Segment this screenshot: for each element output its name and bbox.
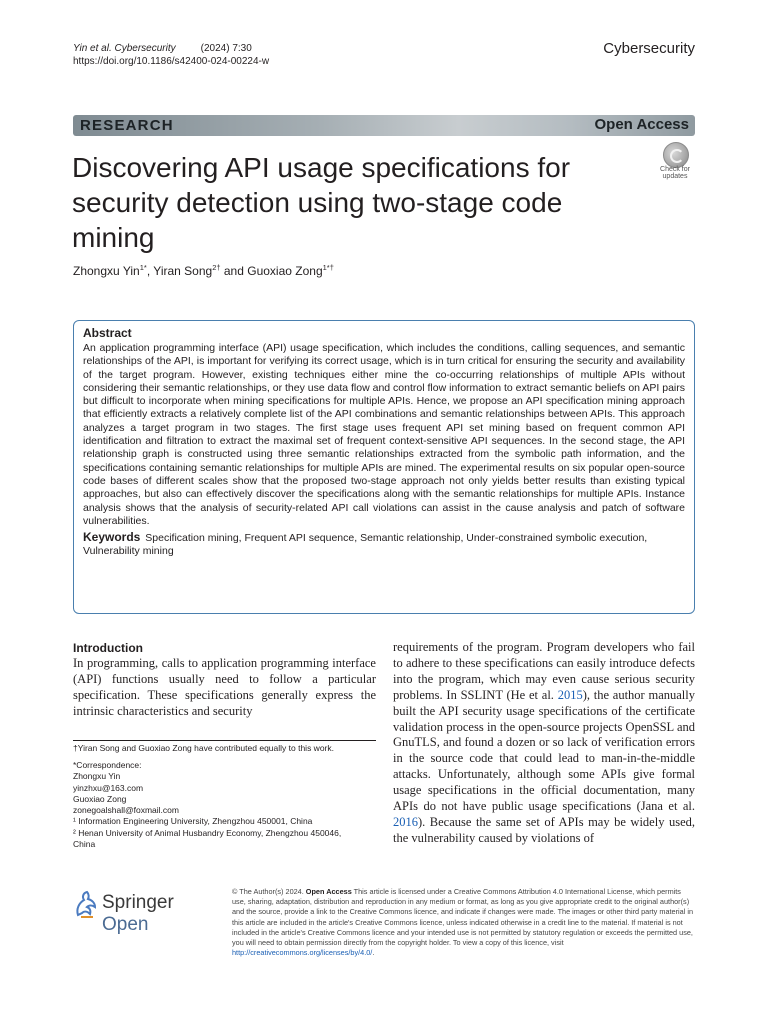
footnote-divider <box>73 740 376 741</box>
footnote-affiliation: ¹ Information Engineering University, Zhengzhou 450001, China <box>73 816 313 827</box>
abstract-box <box>73 320 695 614</box>
journal-volume: (2024) 7:30 <box>200 43 252 54</box>
article-title: Discovering API usage specifications for security detection using two-stage code mining <box>72 152 571 253</box>
keywords <box>83 531 685 559</box>
footnote-line: *Correspondence: <box>73 760 142 770</box>
footnote-line: Zhongxu Yin <box>73 771 121 782</box>
abstract-heading: Abstract <box>83 326 132 340</box>
keywords-text: Specification mining, Frequent API sequence, Semantic relationship, Under-constrained symbolic execution, Vulnerability mining <box>83 532 648 558</box>
intro-paragraph-right: requirements of the program. Program developers who fail to adhere to these specifications can easily introduce defects into the program, which may even cause serious security problems. In SSLINT (He et al. <box>393 640 695 702</box>
footnote-email[interactable]: yinzhxu@163.com <box>73 782 144 793</box>
author-affiliation: 1*† <box>322 263 334 272</box>
author-name[interactable]: Guoxiao Zong <box>247 264 323 278</box>
author-list: Zhongxu Yin$^{1*}$, Yiran Song$^{2\dagger}$ and Guoxiao Zong$^{1*\dagger}$ <box>73 263 334 278</box>
citation-link[interactable]: 2016 <box>393 814 418 829</box>
check-updates-icon <box>663 142 689 168</box>
section-heading-introduction: Introduction <box>73 641 143 655</box>
citation-link[interactable]: 2015 <box>557 687 583 702</box>
license-link[interactable]: http://creativecommons.org/licenses/by/4.0/ <box>232 948 373 958</box>
springer-open-logo <box>73 887 223 935</box>
article-type-bar <box>73 115 695 136</box>
correspondence-footnote <box>73 760 376 850</box>
author-name[interactable]: Yiran Song <box>153 264 213 278</box>
doi-link[interactable]: https://doi.org/10.1186/s42400-024-00224-w <box>73 56 270 67</box>
journal-brand: Cybersecurity <box>603 40 695 57</box>
journal-citation <box>73 42 252 55</box>
body-right-column: requirements of the program. Program developers who fail to adhere to these specifications can easily introduce defects into the program, which may even cause serious security problems. In SSLINT (He et al. 2015), the author manually built the API security usage specifications of the certificate validation process in the open-source projects OpenSSL and GnuTLS, and found a dozen or so lack of verification errors in the source code that could lead to man-in-the-middle attacks. Unfortunately, although some APIs give formal usage specifications in the official documentation, many APIs do not have public usage specifications (Jana et al. 2016). Because the same set of APIs may be widely used, the vulnerability caused by violations of <box>393 640 695 845</box>
body-left-column <box>73 640 376 720</box>
intro-paragraph-left: In programming, calls to application programming interface (API) functions usually need to follow a particular specification. These specifications generally express the intrinsic characteristics and security <box>73 656 376 718</box>
footnote-affiliation: ² Henan University of Animal Husbandry Economy, Zhengzhou 450046, <box>73 827 342 838</box>
license-text: © The Author(s) 2024. Open Access This article is licensed under a Creative Commons Attribution 4.0 International License, which permits use, sharing, adaptation, distribution and reproduction in any medium or format, as long as you give appropriate credit to the original author(s) and the source, provide a link to the Creative Commons licence, and indicate if changes were made. The images or other third party material in this article are included in the article's Creative Commons licence, unless indicated otherwise in a credit line to the material. If material is not included in the article's Creative Commons licence and your intended use is not permitted by statutory regulation or exceeds the permitted use, you will need to obtain permission directly from the copyright holder. To view a copy of this licence, visit http://creativecommons.org/licenses/by/4.0/. <box>232 887 694 958</box>
author-affiliation: 2† <box>212 263 221 272</box>
author-name[interactable]: Zhongxu Yin <box>73 264 140 278</box>
footnote-email[interactable]: zonegoalshall@foxmail.com <box>73 805 179 816</box>
article-type-label: RESEARCH <box>80 117 174 134</box>
abstract-text: An application programming interface (API) usage specification, which includes the conditions, calling sequences, and semantic relationships of the API, is important for verifying its correct usage, which is in turn critical for ensuring the security and availability of the target program. However, existing techniques either mine the co-occurring relationships of multiple APIs without considering their semantic relationships, or they use data flow and control flow information to extract semantic beliefs on API pairs but difficult to incorporate when mining specifications for multiple APIs. Hence, we propose an API specification mining approach that efficiently extracts a relatively complete list of the API combinations and semantic relationships between APIs. This approach analyzes a target program in two stages. The first stage uses frequent API set mining based on frequent common API identification and filtration to extract the maximal set of frequent context-sensitive API sequences. In the second stage, the API relationship graph is constructed using three semantic relationships extracted from the symbolic path information, and the specifications containing semantic relationships for multiple APIs are mined. The experimental results on six popular open-source code bases of different scales show that the proposed two-stage approach not only yields better results than existing typical approaches, but also can effectively discover the specifications along with the semantic relationships for multiple APIs. Instance analysis shows that the analysis of security-related API call violations can assist in the cause analysis and patch of software vulnerabilities. <box>83 342 685 527</box>
check-updates-text: Check for updates <box>660 166 690 180</box>
publisher-name: Springer Open <box>102 892 174 935</box>
check-for-updates-badge[interactable] <box>655 140 695 180</box>
license-open-access: Open Access <box>305 887 352 896</box>
keywords-label: Keywords <box>83 530 141 545</box>
journal-name: Yin et al. Cybersecurity <box>73 43 176 54</box>
footnote-line: Guoxiao Zong <box>73 793 127 804</box>
footnote-contribution: †Yiran Song and Guoxiao Zong have contributed equally to this work. <box>73 743 334 753</box>
footnote-affiliation: China <box>73 839 96 850</box>
springer-horse-icon <box>73 889 99 919</box>
author-affiliation: 1* <box>139 263 147 272</box>
open-access-label: Open Access <box>594 116 689 133</box>
